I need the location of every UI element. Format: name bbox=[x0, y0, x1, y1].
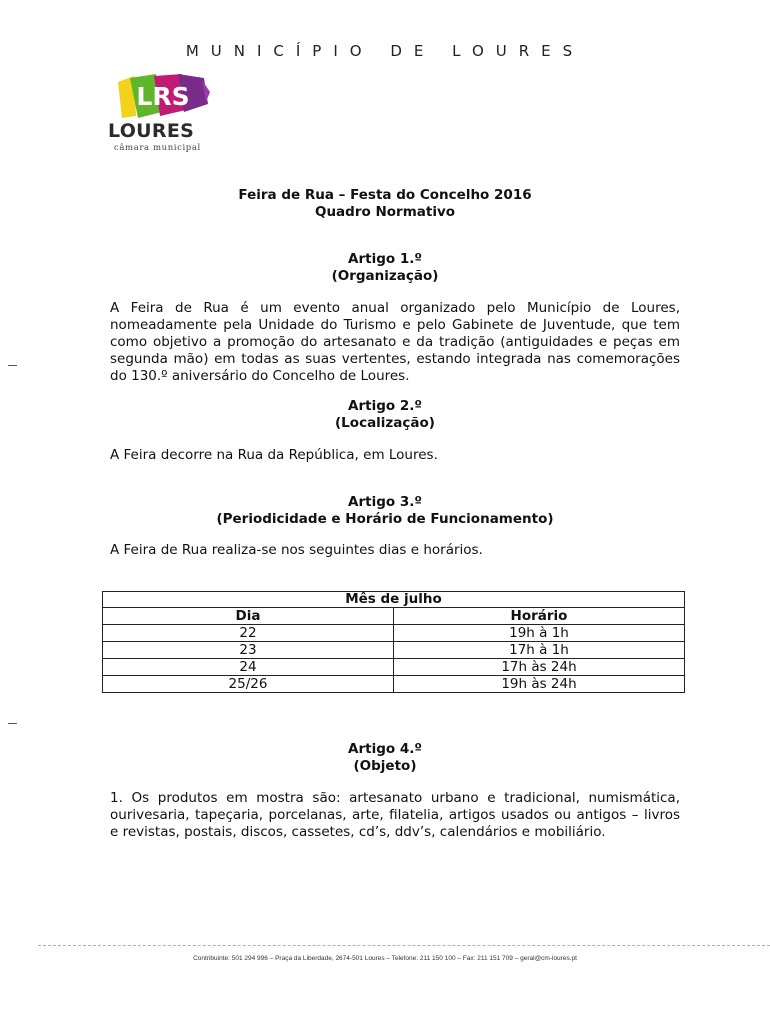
document-title: Feira de Rua – Festa do Concelho 2016 bbox=[238, 187, 532, 203]
table-row bbox=[103, 676, 685, 693]
footer-divider bbox=[38, 945, 770, 946]
article-3-body: A Feira de Rua realiza-se nos seguintes dias e horários. bbox=[110, 542, 483, 558]
table-header-row bbox=[103, 608, 685, 625]
schedule-cell: 19h à 1h bbox=[394, 625, 685, 642]
day-cell: 24 bbox=[103, 659, 394, 676]
table-month-row bbox=[103, 592, 685, 608]
day-cell: 25/26 bbox=[103, 676, 394, 693]
article-1-body: A Feira de Rua é um evento anual organizado pelo Município de Loures, nomeadamente pela Unidade do Turismo e pelo Gabinete de Juventude, que tem como objetivo a promoção do artesanato e da tradição (antiguidades e peças em segunda mão) em todas as suas vertentes, estando integrada nas comemorações do 130.º aniversário do Concelho de Loures. bbox=[110, 300, 680, 384]
municipality-header: MUNICÍPIO DE LOURES bbox=[185, 42, 585, 60]
table-month-header: Mês de julho bbox=[103, 592, 685, 608]
loures-logo bbox=[108, 72, 218, 154]
article-2-heading: (Localização) bbox=[335, 415, 435, 431]
day-cell: 23 bbox=[103, 642, 394, 659]
table-row bbox=[103, 625, 685, 642]
schedule-cell: 17h à 1h bbox=[394, 642, 685, 659]
lrs-logo-mark bbox=[116, 72, 210, 120]
column-header-schedule: Horário bbox=[394, 608, 685, 625]
margin-mark bbox=[8, 365, 17, 366]
table-row bbox=[103, 642, 685, 659]
logo-subtitle: câmara municipal bbox=[114, 143, 201, 153]
article-2-body: A Feira decorre na Rua da República, em Loures. bbox=[110, 447, 438, 463]
article-1-number: Artigo 1.º bbox=[348, 251, 422, 267]
article-3-heading: (Periodicidade e Horário de Funcionamento) bbox=[216, 511, 554, 527]
article-4-body: 1. Os produtos em mostra são: artesanato urbano e tradicional, numismática, ourivesaria, tapeçaria, porcelanas, arte, filatelia, artigos usados ou antigos – livros e revistas, postais, discos, cassetes, cd’s, ddv’s, calendários e mobiliário. bbox=[110, 790, 680, 840]
schedule-cell: 17h às 24h bbox=[394, 659, 685, 676]
logo-mark-text: LRS bbox=[136, 82, 190, 111]
day-cell: 22 bbox=[103, 625, 394, 642]
article-1-heading: (Organização) bbox=[331, 268, 439, 284]
article-4-number: Artigo 4.º bbox=[348, 741, 422, 757]
margin-mark bbox=[8, 723, 17, 724]
article-4-heading: (Objeto) bbox=[353, 758, 417, 774]
article-2-number: Artigo 2.º bbox=[348, 398, 422, 414]
footer-contact: Contribuinte: 501 294 996 – Praça da Liberdade, 2674-501 Loures – Telefone: 211 150 100 – Fax: 211 151 709 – geral@cm-loures.pt bbox=[193, 955, 577, 962]
article-3-number: Artigo 3.º bbox=[348, 494, 422, 510]
schedule-table bbox=[102, 591, 685, 693]
document-subtitle: Quadro Normativo bbox=[314, 204, 456, 220]
logo-name: LOURES bbox=[108, 120, 195, 142]
schedule-cell: 19h às 24h bbox=[394, 676, 685, 693]
table-row bbox=[103, 659, 685, 676]
column-header-day: Dia bbox=[103, 608, 394, 625]
